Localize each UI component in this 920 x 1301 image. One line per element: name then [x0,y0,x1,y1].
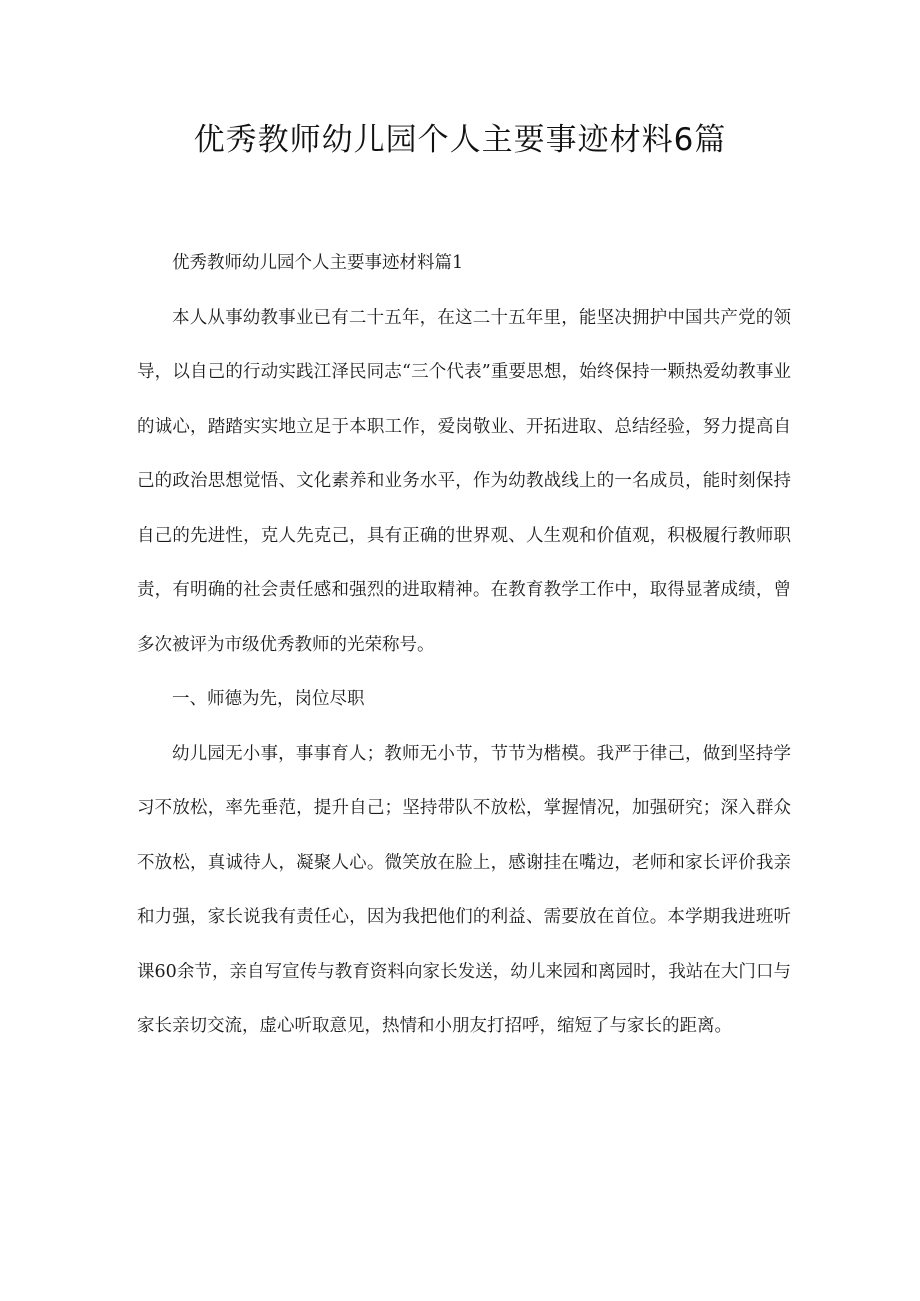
section-title: 优秀教师幼儿园个人主要事迹材料篇1 [172,253,464,273]
document-title: 优秀教师幼儿园个人主要事迹材料6篇 [193,122,727,158]
paragraph-intro: 本人从事幼教事业已有二十五年，在这二十五年里，能坚决拥护中国共产党的领导，以自己的行动实践江泽民同志“三个代表”重要思想，始终保持一颗热爱幼教事业的诚心，踏踏实实地立足于本职工作，爱岗敬业、开拓进取、总结经验，努力提高自己的政治思想觉悟、文化素养和业务水平，作为幼教战线上的一名成员，能时刻保持自己的先进性，克人先克己，具有正确的世界观、人生观和价值观，积极履行教师职责，有明确的社会责任感和强烈的进取精神。在教育教学工作中，取得显著成绩，曾多次被评为市级优秀教师的光荣称号。 [137,307,791,655]
subheading-ethics: 一、师德为先，岗位尽职 [172,689,365,709]
document-body [137,236,791,1054]
paragraph-ethics: 幼儿园无小事，事事育人；教师无小节，节节为楷模。我严于律己，做到坚持学习不放松，率先垂范，提升自己；坚持带队不放松，掌握情况，加强研究；深入群众不放松，真诚待人，凝聚人心。微笑放在脸上，感谢挂在嘴边，老师和家长评价我亲和力强，家长说我有责任心，因为我把他们的利益、需要放在首位。本学期我进班听课60余节，亲自写宣传与教育资料向家长发送，幼儿来园和离园时，我站在大门口与家长亲切交流，虚心听取意见，热情和小朋友打招呼，缩短了与家长的距离。 [137,743,791,1036]
